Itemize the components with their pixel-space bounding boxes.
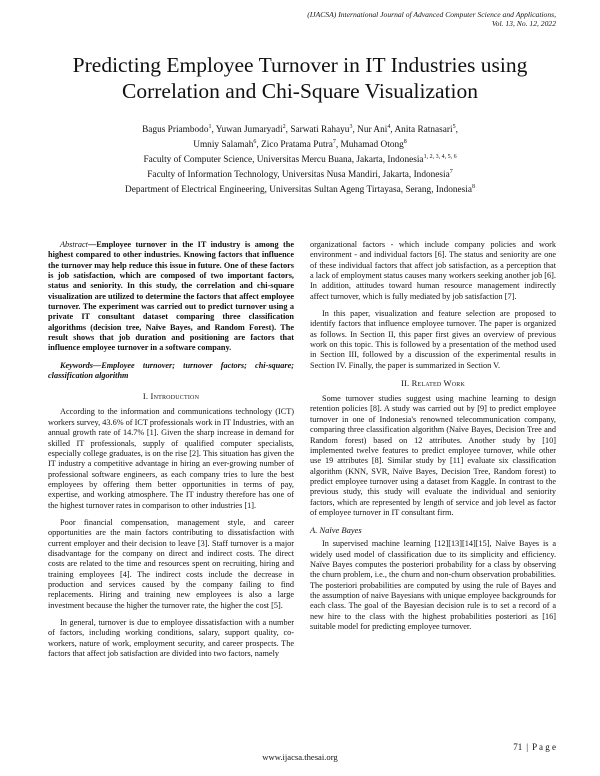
author-sup: 7 — [332, 139, 336, 146]
paragraph: In general, turnover is due to employee dissatisfaction with a number of factors, including working conditions, salary, support quality, co-workers, nature of work, employment security, and career prospects. The factors that affect job satisfaction are divided into two factors, namely — [48, 618, 294, 659]
author-line-2 — [30, 136, 570, 151]
author-name: Nur Ani — [357, 125, 388, 136]
paragraph: Poor financial compensation, management style, and career opportunities are the main factors contributing to dissatisfaction with current employer and their decision to leave [3]. Staff turnover is a major disadvantage for the company on direct and indirect costs. The direct costs are related to the time and resources spent on recruiting, hiring and training employees [4]. The indirect costs include the decrease in production and services caused by the company failing to find replacements. Hiring and training new employees is also a large investment because the higher the turnover rate, the higher the cost [5]. — [48, 517, 294, 610]
affiliation-sup: 1, 2, 3, 4, 5, 6 — [423, 154, 457, 161]
author-separator: , — [256, 140, 262, 151]
author-name: Yuwan Jumaryadi — [215, 125, 283, 136]
keywords-label: Keywords — [60, 360, 93, 370]
paragraph: In this paper, visualization and feature selection are proposed to identify factors that influence employee turnover. The paper is organized as follows. In Section II, this paper first gives an overview of previous work on this topic. This is followed by a presentation of the method used in Section III, followed by a discussion of the experimental results in Section IV. Finally, the paper is summarized in Section V. — [310, 309, 556, 370]
abstract-text: —Employee turnover in the IT industry is among the highest compared to other industries. Knowing factors that influence the turnover may help reduce this issue in future. One of these factors is job satisfaction, which are composed of two important factors, status and seniority. In this study, the correlation and chi-square visualization are utilized to determine the factors that affect employee turnover. The experiment was carried out to predict turnover using a private IT consultant dataset comparing three classification algorithms (decision tree, Naïve Bayes, and Random Forest). The result shows that job duration and positioning are factors that influence employee turnover in a software company. — [48, 240, 294, 353]
journal-header — [236, 10, 556, 29]
author-sup: 8 — [403, 139, 407, 146]
paragraph: According to the information and communications technology (ICT) workers survey, 43.6% of ICT professionals work in IT Industries, with an annual growth rate of 14.7% [1]. Given the sharp increase in demand for skilled IT professionals, supply of qualified computer specialists, especially college graduates, is on the rise [2]. This situation has given the IT industry a competitive advantage in hiring an ever-growing number of professional software engineers, as each company tries to lure the best employees by offering them better opportunities in terms of pay, expertise, and working atmosphere. The IT industry therefore has one of the highest turnover rates in comparison to other industries [1]. — [48, 407, 294, 510]
title-line-2: Correlation and Chi-Square Visualization — [122, 79, 478, 103]
footer-url: www.ijacsa.thesai.org — [262, 752, 338, 762]
right-column — [310, 240, 556, 639]
paragraph: organizational factors - which include company policies and work environment - and individual factors [6]. The status and seniority are one of these individual factors that affect job satisfaction, as a perception that a lack of employment status causes many workers seeking another job [6]. In addition, attitudes toward human resource management indirectly affect turnover, which is fully mediated by job satisfaction [7]. — [310, 240, 556, 301]
affiliation — [30, 151, 570, 166]
left-column — [48, 240, 294, 666]
author-name: Sarwati Rahayu — [290, 125, 350, 136]
author-name: Bagus Priambodo — [142, 125, 209, 136]
page-number-value: 71 — [513, 742, 523, 752]
author-separator: , — [352, 125, 358, 136]
affiliation — [30, 181, 570, 196]
keywords — [48, 361, 294, 382]
author-separator: , — [285, 125, 291, 136]
keywords-text: —Employee turnover; turnover factors; chi-square; classification algorithm — [48, 360, 294, 381]
author-sup: 2 — [282, 124, 286, 130]
affiliation-text: Faculty of Information Technology, Universitas Nusa Mandiri, Jakarta, Indonesia — [147, 170, 450, 181]
journal-name: (IJACSA) International Journal of Advanced Computer Science and Applications, — [307, 10, 556, 19]
author-sup: 6 — [253, 139, 257, 146]
title-line-1: Predicting Employee Turnover in IT Industries using — [72, 53, 528, 77]
page-label: P a g e — [532, 742, 556, 752]
paper-title — [30, 52, 570, 104]
page-number — [513, 742, 556, 752]
author-name: Anita Ratnasari — [394, 125, 453, 136]
affiliation-text: Department of Electrical Engineering, Universitas Sultan Ageng Tirtayasa, Serang, Indonesia — [125, 185, 472, 196]
author-separator: , — [455, 125, 458, 136]
author-line-1 — [30, 121, 570, 136]
author-block — [30, 121, 570, 196]
subsection-heading-naive-bayes: A. Naïve Bayes — [310, 525, 362, 536]
author-sup: 1 — [208, 124, 212, 130]
author-separator: , — [211, 125, 216, 136]
author-name: Zico Pratama Putra — [261, 140, 333, 151]
affiliation-sup: 8 — [472, 184, 475, 191]
page-separator: | — [526, 742, 529, 752]
abstract — [48, 240, 294, 354]
section-heading-introduction: I. Introduction — [142, 391, 200, 402]
affiliation-text: Faculty of Computer Science, Universitas Mercu Buana, Jakarta, Indonesia — [143, 155, 424, 166]
author-sup: 4 — [387, 124, 391, 130]
paragraph: Some turnover studies suggest using machine learning to design retention policies [8]. A study was carried out by [9] to predict employee turnover in one of Indonesia's renowned telecommunication company, comparing three classification algorithm (Naïve Bayes, Decision Tree and Random forest) based on 12 attributes. Another study by [10] implemented twelve features to predict employee turnover, while other use 19 attributes [8]. Similar study by [11] evaluate six classification algorithm (KNN, SVR, Naïve Bayes, Decision Tree, Random forest) to predict employee turnover using a dataset from Kaggle. In contrast to the previous study, this study will evaluate the individual and seniority factors, which are represented by length of service and job level as factor of employee turnover in IT consultant firm. — [310, 394, 556, 517]
author-name: Umniy Salamah — [193, 140, 254, 151]
author-separator: , — [335, 140, 341, 151]
author-name: Muhamad Otong — [340, 140, 404, 151]
paragraph: In supervised machine learning [12][13][14][15], Naïve Bayes is a widely used model of classification due to its simplicity and efficiency. Naïve Bayes computes the posteriori probability for a class by observing the churn problem, i.e., the churn and non-churn observation probabilities. The posteriori probabilities are computed by using the rule of Bayes and the assumption of naive Bayesians with unique employee backgrounds for each class. The goal of the Bayesian decision rule is to set a record of a new hire to the class with the highest probabilities posteriori as [16] suitable model for predicting employee turnover. — [310, 539, 556, 631]
author-sup: 3 — [349, 124, 353, 130]
author-separator: , — [390, 125, 395, 136]
abstract-label: Abstract — [60, 240, 88, 249]
journal-volume: Vol. 13, No. 12, 2022 — [491, 19, 556, 29]
section-heading-related-work: II. Related Work — [400, 378, 466, 389]
author-sup: 5 — [452, 124, 456, 130]
affiliation — [30, 166, 570, 181]
affiliation-sup: 7 — [449, 169, 453, 176]
